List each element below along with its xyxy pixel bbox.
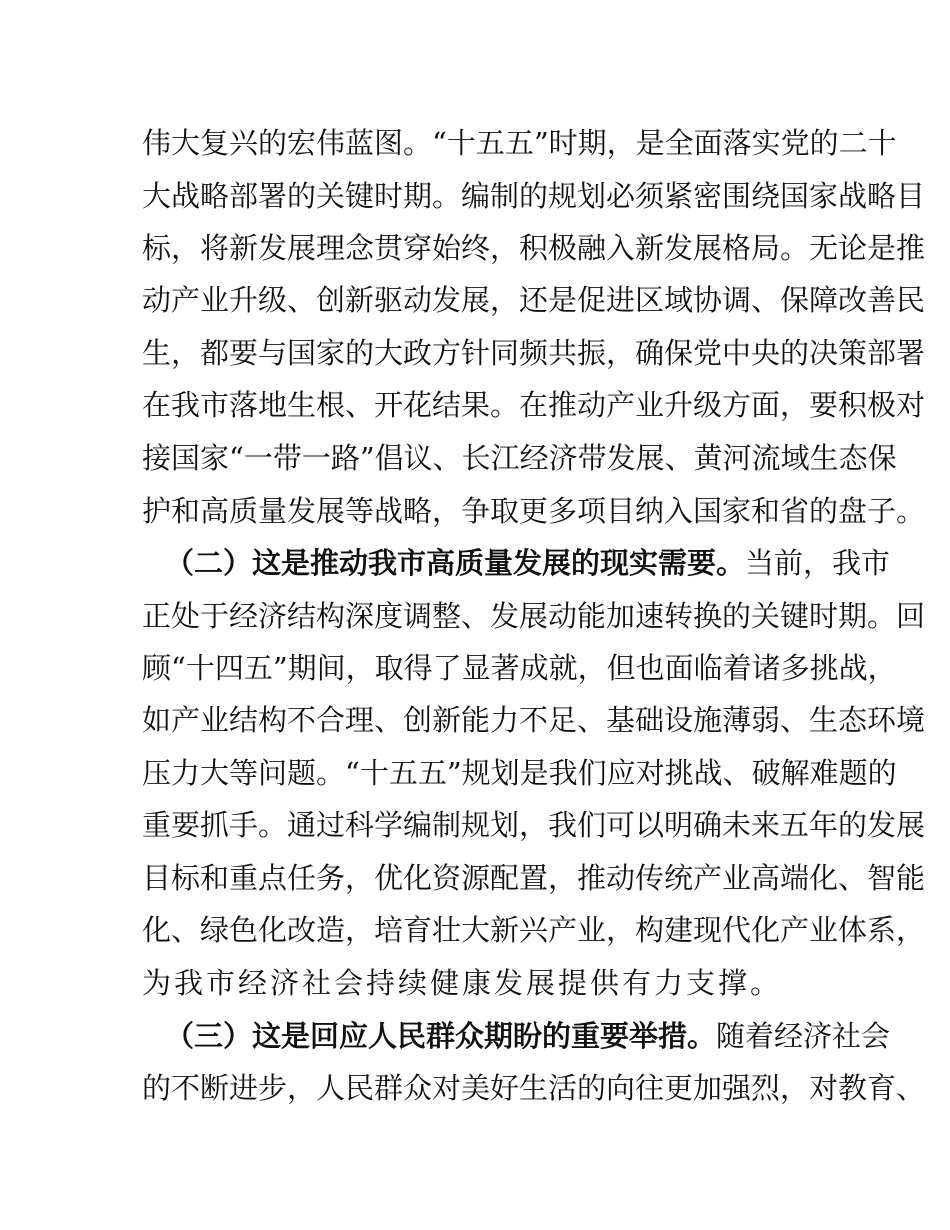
text-line: 目标和重点任务，优化资源配置，推动传统产业高端化、智能	[142, 861, 926, 895]
text-line: 伟大复兴的宏伟蓝图。“十五五”时期，是全面落实党的二十	[142, 126, 897, 160]
text-line: 为我市经济社会持续健康发展提供有力支撑。	[142, 966, 783, 1000]
text-line: 化、绿色化改造，培育壮大新兴产业，构建现代化产业体系，	[142, 913, 926, 947]
text-line: 大战略部署的关键时期。编制的规划必须紧密围绕国家战略目	[142, 179, 926, 213]
text-line: 生，都要与国家的大政方针同频共振，确保党中央的决策部署	[142, 336, 926, 370]
text-run: 随着经济社会	[716, 1019, 891, 1053]
text-line: 如产业结构不合理、创新能力不足、基础设施薄弱、生态环境	[142, 703, 926, 737]
text-line: 护和高质量发展等战略，争取更多项目纳入国家和省的盘子。	[142, 494, 926, 528]
text-line: 动产业升级、创新驱动发展，还是促进区域协调、保障改善民	[142, 283, 926, 317]
text-line: 正处于经济结构深度调整、发展动能加速转换的关键时期。回	[142, 599, 926, 633]
text-line: 接国家“一带一路”倡议、长江经济带发展、黄河流域生态保	[142, 441, 897, 475]
text-line: 在我市落地生根、开花结果。在推动产业升级方面，要积极对	[142, 388, 926, 422]
text-line	[165, 546, 891, 580]
text-run: 当前，我市	[745, 546, 891, 580]
text-line: 压力大等问题。“十五五”规划是我们应对挑战、破解难题的	[142, 756, 897, 790]
section-heading: （二）这是推动我市高质量发展的现实需要。	[165, 546, 746, 580]
text-line: 顾“十四五”期间，取得了显著成就，但也面临着诸多挑战，	[142, 651, 897, 685]
section-heading: （三）这是回应人民群众期盼的重要举措。	[165, 1019, 717, 1053]
text-line	[165, 1019, 891, 1053]
text-line: 标，将新发展理念贯穿始终，积极融入新发展格局。无论是推	[142, 231, 926, 265]
text-line: 的不断进步，人民群众对美好生活的向往更加强烈，对教育、	[142, 1071, 926, 1105]
text-line: 重要抓手。通过科学编制规划，我们可以明确未来五年的发展	[142, 808, 926, 842]
